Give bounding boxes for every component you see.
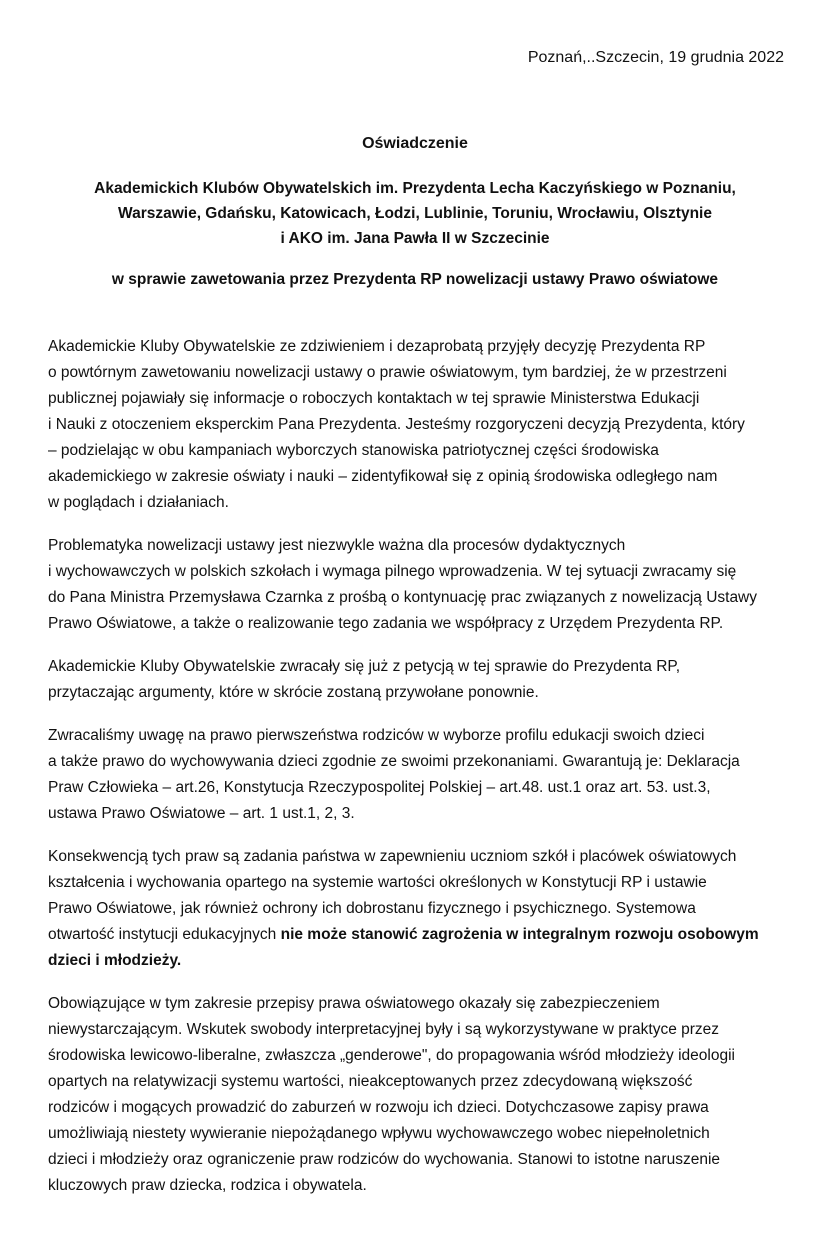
text-line: w poglądach i działaniach. — [48, 494, 229, 511]
subtitle-line: i AKO im. Jana Pawła II w Szczecinie — [280, 230, 550, 247]
text-line: o powtórnym zawetowaniu nowelizacji ustawy o prawie oświatowym, tym bardziej, że w przestrzeni — [48, 364, 727, 381]
text-line: dzieci i młodzieży oraz ograniczenie praw rodziców do wychowania. Stanowi to istotne naruszenie — [48, 1151, 721, 1168]
text-line: umożliwiają niestety wywieranie niepożądanego wpływu wychowawczego wobec niepełnoletnich — [48, 1125, 710, 1142]
text-line: przytaczając argumenty, które w skrócie zostaną przywołane ponownie. — [48, 684, 539, 701]
text-line: Prawo Oświatowe, jak również ochrony ich dobrostanu fizycznego i psychicznego. Systemowa — [48, 900, 696, 917]
text-line: środowiska lewicowo-liberalne, zwłaszcza „genderowe", do propagowania wśród młodzieży ideologii — [48, 1047, 735, 1064]
text-line: Konsekwencją tych praw są zadania państwa w zapewnieniu uczniom szkół i placówek oświatowych — [48, 848, 737, 865]
text-line: do Pana Ministra Przemysława Czarnka z prośbą o kontynuację prac związanych z nowelizacją Ustawy — [48, 589, 758, 606]
text-line: Prawo Oświatowe, a także o realizowanie tego zadania we współpracy z Urzędem Prezydenta RP. — [48, 615, 724, 632]
document-subtitle — [0, 176, 830, 251]
text-emphasis: nie może stanowić zagrożenia w integralnym rozwoju osobowym — [280, 926, 759, 943]
text-line: ustawa Prawo Oświatowe – art. 1 ust.1, 2, 3. — [48, 805, 355, 822]
paragraph-5 — [48, 844, 798, 974]
paragraph-1 — [48, 334, 798, 516]
document-title: Oświadczenie — [362, 135, 468, 152]
paragraph-2 — [48, 533, 798, 637]
place-date: Poznań,..Szczecin, 19 grudnia 2022 — [527, 49, 784, 66]
text-line: i wychowawczych w polskich szkołach i wymaga pilnego wprowadzenia. W tej sytuacji zwracamy się — [48, 563, 737, 580]
text-line: Zwracaliśmy uwagę na prawo pierwszeństwa rodziców w wyborze profilu edukacji swoich dzieci — [48, 727, 705, 744]
paragraph-3 — [48, 654, 798, 706]
text-line: a także prawo do wychowywania dzieci zgodnie ze swoimi przekonaniami. Gwarantują je: Deklaracja — [48, 753, 740, 770]
paragraph-4 — [48, 723, 798, 827]
subtitle-line: Warszawie, Gdańsku, Katowicach, Łodzi, Lublinie, Toruniu, Wrocławiu, Olsztynie — [118, 205, 712, 222]
text-line: kształcenia i wychowania opartego na systemie wartości określonych w Konstytucji RP i ustawie — [48, 874, 707, 891]
text-line: niewystarczającym. Wskutek swobody interpretacyjnej były i są wykorzystywane w praktyce przez — [48, 1021, 720, 1038]
subtitle-line: Akademickich Klubów Obywatelskich im. Prezydenta Lecha Kaczyńskiego w Poznaniu, — [94, 180, 736, 197]
document-body — [48, 334, 798, 1216]
text-line: Obowiązujące w tym zakresie przepisy prawa oświatowego okazały się zabezpieczeniem — [48, 995, 660, 1012]
text-line-mixed — [48, 922, 798, 948]
text-line: kluczowych praw dziecka, rodzica i obywatela. — [48, 1177, 367, 1194]
text-emphasis-line: dzieci i młodzieży. — [48, 952, 182, 969]
text-line: akademickiego w zakresie oświaty i nauki – zidentyfikował się z opinią środowiska odległego nam — [48, 468, 718, 485]
text-line: Problematyka nowelizacji ustawy jest niezwykle ważna dla procesów dydaktycznych — [48, 537, 626, 554]
text-line: Akademickie Kluby Obywatelskie ze zdziwieniem i dezaprobatą przyjęły decyzję Prezydenta RP — [48, 338, 706, 355]
text-line: – podzielając w obu kampaniach wyborczych stanowiska patriotycznej części środowiska — [48, 442, 659, 459]
text-line: Akademickie Kluby Obywatelskie zwracały się już z petycją w tej sprawie do Prezydenta RP, — [48, 658, 681, 675]
document-subject: w sprawie zawetowania przez Prezydenta RP nowelizacji ustawy Prawo oświatowe — [111, 271, 719, 288]
text-line: opartych na relatywizacji systemu wartości, nieakceptowanych przez zdecydowaną większość — [48, 1073, 693, 1090]
text-line: Praw Człowieka – art.26, Konstytucja Rzeczypospolitej Polskiej – art.48. ust.1 oraz art. 53. ust.3, — [48, 779, 711, 796]
paragraph-6 — [48, 991, 798, 1199]
text-line: publicznej pojawiały się informacje o roboczych kontaktach w tej sprawie Ministerstwa Edukacji — [48, 390, 700, 407]
text-normal: otwartość instytucji edukacyjnych — [48, 926, 281, 943]
text-line: rodziców i mogących prowadzić do zaburzeń w rozwoju ich dzieci. Dotychczasowe zapisy prawa — [48, 1099, 709, 1116]
text-line: i Nauki z otoczeniem eksperckim Pana Prezydenta. Jesteśmy rozgoryczeni decyzją Prezydenta, który — [48, 416, 745, 433]
